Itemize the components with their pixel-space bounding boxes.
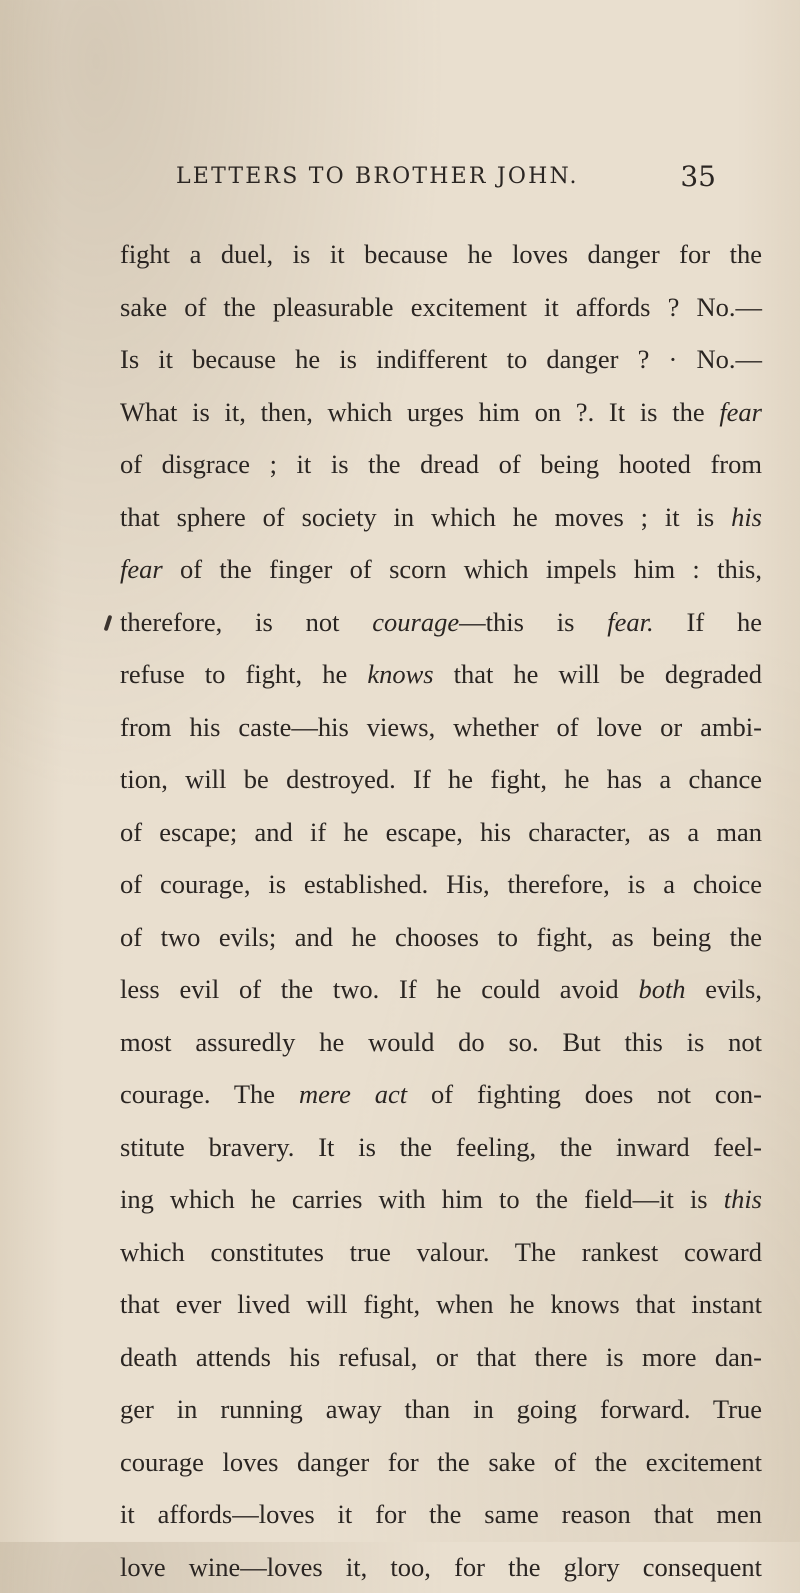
text-line [120,1488,762,1541]
page-number: 35 [680,160,716,193]
text-line [120,701,762,754]
text-line [120,1016,762,1069]
text-line [120,753,762,806]
italic-span: courage [372,607,459,637]
text-span: ing which he carries with him to the field—it is [120,1184,724,1214]
text-line [120,1173,762,1226]
italic-span: mere act [299,1079,407,1109]
text-span: it affords—loves it for the same reason that men [120,1499,762,1529]
text-span: that sphere of society in which he moves ; it is [120,502,731,532]
text-line [120,543,762,596]
text-span: that he will be degraded [434,659,762,689]
text-span: ger in running away than in going forward. True [120,1394,762,1424]
text-line [120,1436,762,1489]
italic-span: knows [367,659,433,689]
text-span: Is it because he is indifferent to danger ? · No.— [120,344,762,374]
text-span: What is it, then, which urges him on ?. It is the [120,397,719,427]
text-line [120,438,762,491]
text-span: courage. The [120,1079,299,1109]
text-span: evils, [686,974,762,1004]
text-span: If he [654,607,762,637]
body-text [120,228,762,1593]
text-span: love wine—loves it, too, for the glory consequent [120,1552,762,1582]
running-head [0,160,800,200]
text-line [120,1278,762,1331]
text-line [120,1068,762,1121]
text-line [120,386,762,439]
text-line [120,1121,762,1174]
text-span: stitute bravery. It is the feeling, the inward feel- [120,1132,762,1162]
italic-span: his [731,502,762,532]
text-line [120,1541,762,1593]
text-line [120,281,762,334]
text-line [120,858,762,911]
text-line [120,806,762,859]
text-span: of disgrace ; it is the dread of being hooted from [120,449,762,479]
text-line [120,1331,762,1384]
margin-ink-mark [104,615,113,631]
running-title: LETTERS TO BROTHER JOHN. [176,164,579,189]
italic-span: both [638,974,685,1004]
text-line [120,963,762,1016]
text-span: of fighting does not con- [407,1079,762,1109]
text-span: death attends his refusal, or that there is more dan- [120,1342,762,1372]
text-span: tion, will be destroyed. If he fight, he has a chance [120,764,762,794]
text-line [120,596,762,649]
text-line [120,228,762,281]
text-span: most assuredly he would do so. But this is not [120,1027,762,1057]
text-span: that ever lived will fight, when he knows that instant [120,1289,762,1319]
text-span: courage loves danger for the sake of the excitement [120,1447,762,1477]
text-span: —this is [459,607,607,637]
text-line [120,648,762,701]
text-line [120,1226,762,1279]
italic-span: fear [120,554,163,584]
text-span: less evil of the two. If he could avoid [120,974,638,1004]
italic-span: this [724,1184,762,1214]
text-span: of courage, is established. His, therefore, is a choice [120,869,762,899]
text-span: refuse to fight, he [120,659,367,689]
text-line [120,333,762,386]
text-span: which constitutes true valour. The rankest coward [120,1237,762,1267]
text-span: therefore, is not [120,607,372,637]
text-span: fight a duel, is it because he loves danger for the [120,239,762,269]
text-span: from his caste—his views, whether of love or ambi- [120,712,762,742]
text-span: sake of the pleasurable excitement it affords ? No.— [120,292,762,322]
text-span: of escape; and if he escape, his character, as a man [120,817,762,847]
italic-span: fear. [607,607,653,637]
text-span: of the finger of scorn which impels him : this, [163,554,762,584]
text-line [120,1383,762,1436]
italic-span: fear [719,397,762,427]
text-span: of two evils; and he chooses to fight, as being the [120,922,762,952]
text-line [120,911,762,964]
text-line [120,491,762,544]
